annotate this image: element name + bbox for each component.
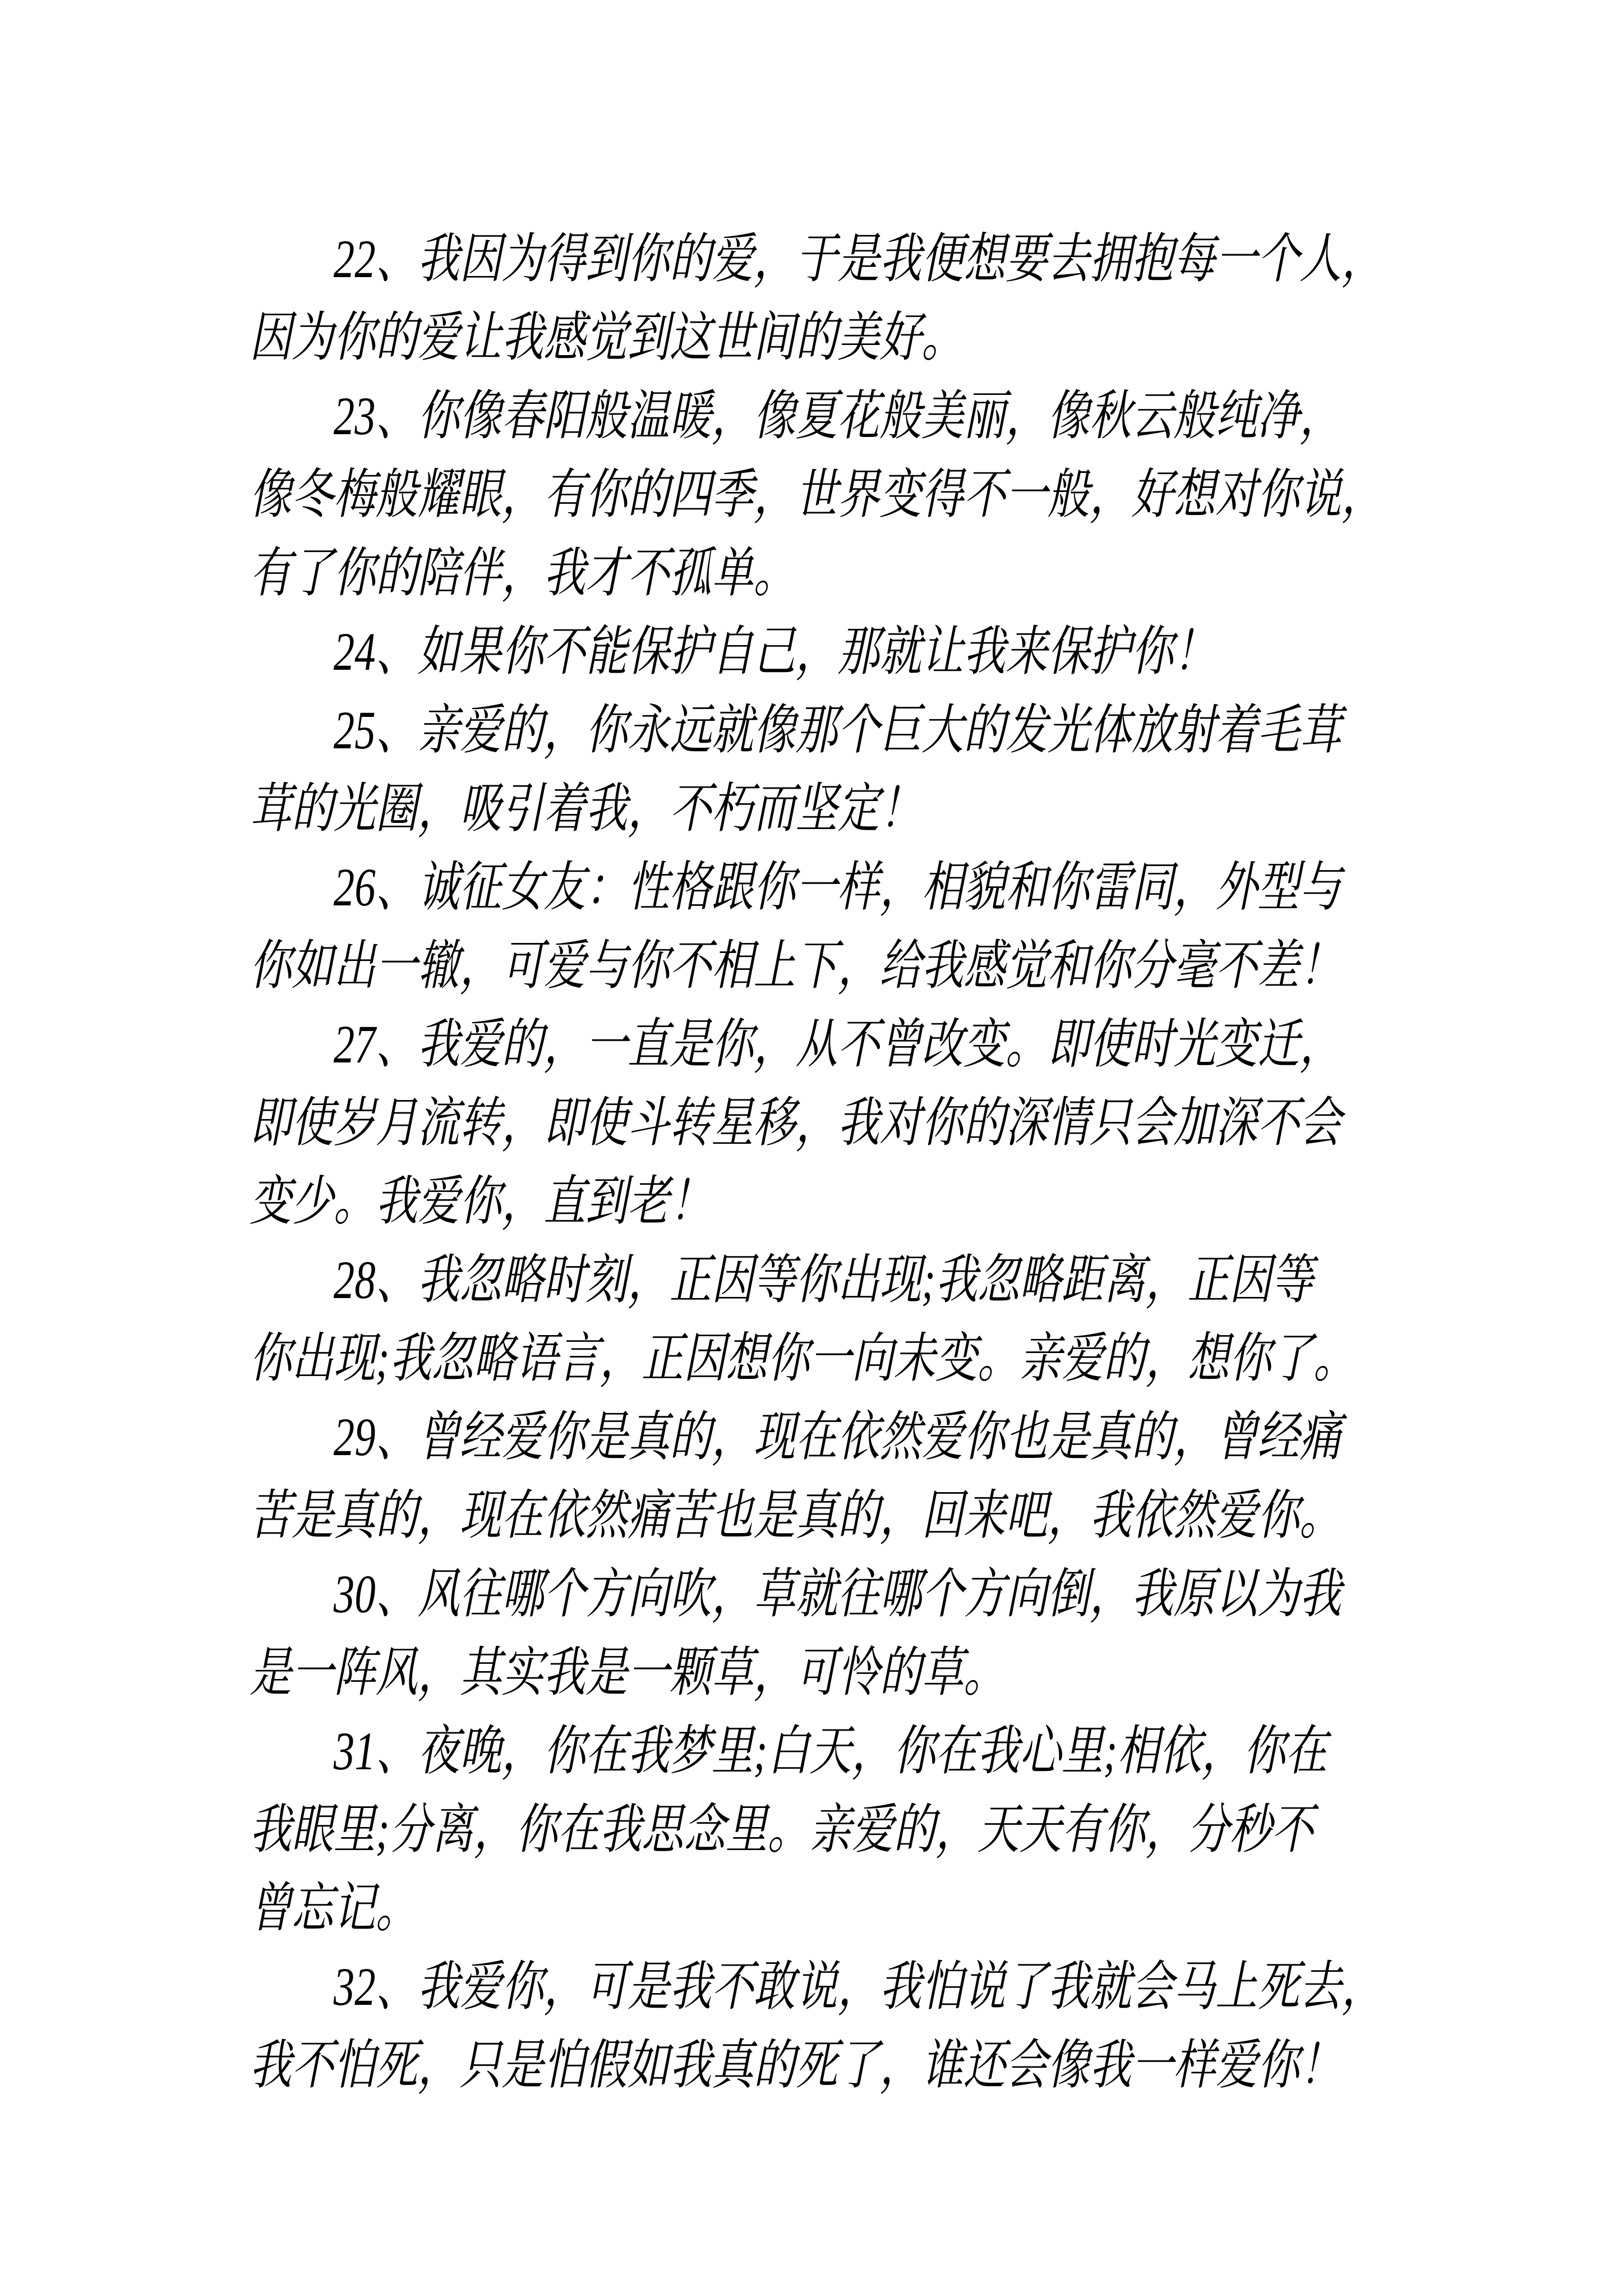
text-line: 你出现;我忽略语言，正因想你一向未变。亲爱的，想你了。 — [250, 1328, 1355, 1388]
text-line: 因为你的爱让我感觉到这世间的美好。 — [250, 307, 963, 367]
text-line: 茸的光圈，吸引着我，不朽而坚定！ — [250, 779, 922, 839]
text-line: 你如出一辙，可爱与你不相上下，给我感觉和你分毫不差！ — [250, 936, 1341, 996]
text-line: 是一阵风，其实我是一颗草，可怜的草。 — [250, 1642, 1006, 1703]
text-line: 像冬梅般耀眼，有你的四季，世界变得不一般，好想对你说， — [250, 464, 1384, 524]
text-line: 即使岁月流转，即使斗转星移，我对你的深情只会加深不会 — [250, 1093, 1341, 1153]
text-line: 我不怕死，只是怕假如我真的死了，谁还会像我一样爱你！ — [250, 2035, 1341, 2095]
text-line: 有了你的陪伴，我才不孤单。 — [250, 543, 796, 603]
text-line: 25、亲爱的，你永远就像那个巨大的发光体放射着毛茸 — [333, 700, 1341, 760]
text-line: 24、如果你不能保护自己，那就让我来保护你！ — [333, 622, 1216, 682]
text-block — [250, 220, 1388, 2105]
text-line: 变少。我爱你，直到老！ — [250, 1171, 712, 1231]
text-line: 曾忘记。 — [250, 1878, 418, 1938]
text-line: 23、你像春阳般温暖，像夏花般美丽，像秋云般纯净， — [333, 386, 1341, 446]
text-line: 苦是真的，现在依然痛苦也是真的，回来吧，我依然爱你。 — [250, 1485, 1341, 1545]
text-line: 29、曾经爱你是真的，现在依然爱你也是真的，曾经痛 — [333, 1407, 1341, 1467]
text-line: 26、诚征女友：性格跟你一样，相貌和你雷同，外型与 — [333, 857, 1341, 917]
text-line: 30、风往哪个方向吹，草就往哪个方向倒，我原以为我 — [333, 1564, 1341, 1624]
text-line: 31、夜晚，你在我梦里;白天，你在我心里;相依，你在 — [333, 1721, 1327, 1781]
text-line: 28、我忽略时刻，正因等你出现;我忽略距离，正因等 — [333, 1250, 1313, 1310]
text-line: 22、我因为得到你的爱，于是我便想要去拥抱每一个人， — [333, 229, 1384, 289]
text-line: 32、我爱你，可是我不敢说，我怕说了我就会马上死去， — [333, 1957, 1384, 2017]
text-line: 我眼里;分离，你在我思念里。亲爱的，天天有你，分秒不 — [250, 1800, 1313, 1860]
text-line: 27、我爱的，一直是你，从不曾改变。即使时光变迁， — [333, 1014, 1341, 1074]
